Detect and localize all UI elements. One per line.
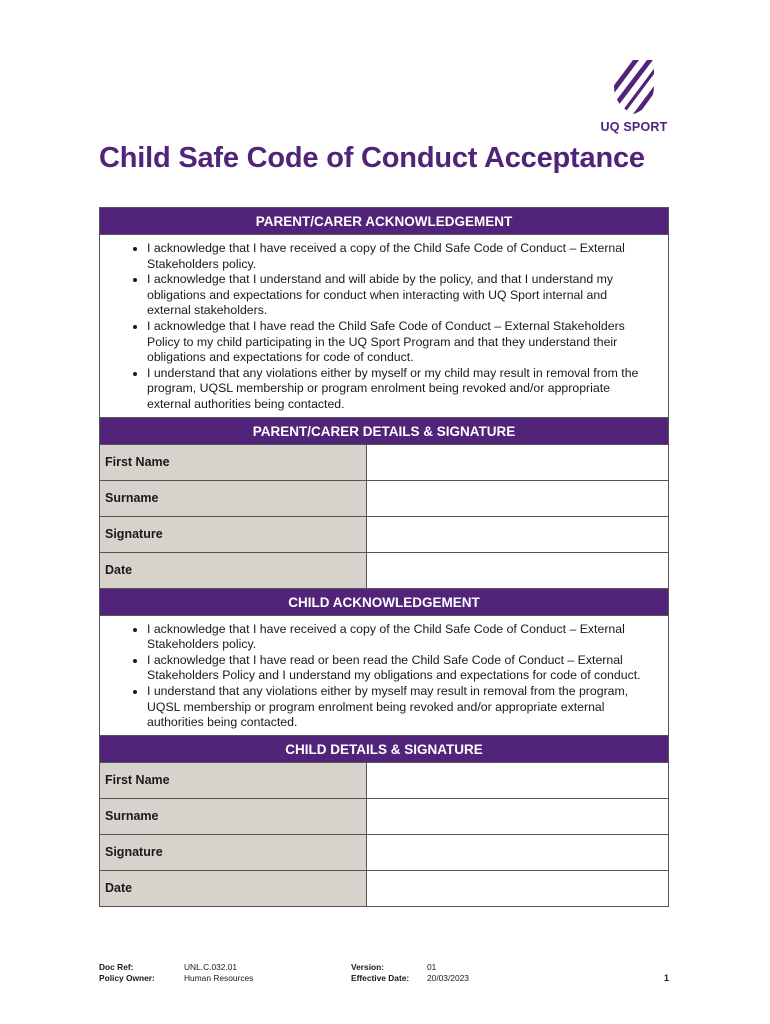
version-value: 01 <box>427 962 437 972</box>
acceptance-form <box>99 207 669 907</box>
policy-owner-value: Human Resources <box>184 973 254 983</box>
field-label: First Name <box>100 445 367 480</box>
parent-first-name-field[interactable] <box>367 445 668 480</box>
doc-ref-value: UNL.C.032.01 <box>184 962 238 972</box>
field-label: Signature <box>100 835 367 870</box>
field-label: Surname <box>100 799 367 834</box>
doc-ref-label: Doc Ref: <box>99 962 134 972</box>
effective-date-label: Effective Date: <box>351 973 410 983</box>
list-item: • I acknowledge that I have read or been read the Child Safe Code of Conduct – External Stakeholders Policy and I understand my obligations and expectations for code of conduct. <box>147 653 654 684</box>
parent-date-field[interactable] <box>367 553 668 588</box>
footer-values-left <box>184 962 253 984</box>
policy-owner-label: Policy Owner: <box>99 973 155 983</box>
page-footer <box>99 962 669 986</box>
list-item: • I understand that any violations either by myself or my child may result in removal from the program, UQSL membership or program enrolment being revoked and/or appropriate external authorities being contacted. <box>147 366 654 413</box>
child-ack-header: CHILD ACKNOWLEDGEMENT <box>100 589 668 616</box>
child-details-header: CHILD DETAILS & SIGNATURE <box>100 736 668 763</box>
parent-first-name-row <box>100 445 668 481</box>
page-title: Child Safe Code of Conduct Acceptance <box>99 142 645 174</box>
page-number: 1 <box>663 973 669 983</box>
child-surname-row <box>100 799 668 835</box>
logo-wordmark: UQ SPORT <box>600 120 668 134</box>
uq-sport-logo <box>596 56 672 134</box>
list-item: • I understand that any violations either by myself may result in removal from the program, UQSL membership or program enrolment being revoked and/or appropriate external authorities being contacted. <box>147 684 654 731</box>
footer-labels-left <box>99 962 155 984</box>
child-first-name-row <box>100 763 668 799</box>
parent-ack-list <box>100 235 668 418</box>
version-label: Version: <box>351 962 385 972</box>
child-signature-field[interactable] <box>367 835 668 870</box>
parent-ack-header: PARENT/CARER ACKNOWLEDGEMENT <box>100 208 668 235</box>
list-item: • I acknowledge that I have received a copy of the Child Safe Code of Conduct – External Stakeholders policy. <box>147 622 654 653</box>
parent-surname-field[interactable] <box>367 481 668 516</box>
parent-date-row <box>100 553 668 589</box>
child-first-name-field[interactable] <box>367 763 668 798</box>
field-label: Date <box>100 553 367 588</box>
parent-details-header: PARENT/CARER DETAILS & SIGNATURE <box>100 418 668 445</box>
shield-stripes-icon <box>596 56 672 116</box>
child-ack-list <box>100 616 668 736</box>
footer-labels-right <box>351 962 409 984</box>
list-item: • I acknowledge that I have read the Child Safe Code of Conduct – External Stakeholders Policy to my child participating in the UQ Sport Program and that they understand their obligations and expectations for code of conduct. <box>147 319 654 366</box>
child-date-row <box>100 871 668 906</box>
parent-signature-row <box>100 517 668 553</box>
child-signature-row <box>100 835 668 871</box>
field-label: Surname <box>100 481 367 516</box>
field-label: Signature <box>100 517 367 552</box>
field-label: First Name <box>100 763 367 798</box>
parent-signature-field[interactable] <box>367 517 668 552</box>
child-date-field[interactable] <box>367 871 668 906</box>
footer-values-right <box>427 962 469 984</box>
field-label: Date <box>100 871 367 906</box>
child-surname-field[interactable] <box>367 799 668 834</box>
effective-date-value: 20/03/2023 <box>427 973 469 983</box>
list-item: • I acknowledge that I have received a copy of the Child Safe Code of Conduct – External Stakeholders policy. <box>147 241 654 272</box>
list-item: • I acknowledge that I understand and will abide by the policy, and that I understand my obligations and expectations for conduct when interacting with UQ Sport internal and external stakeholders. <box>147 272 654 319</box>
parent-surname-row <box>100 481 668 517</box>
